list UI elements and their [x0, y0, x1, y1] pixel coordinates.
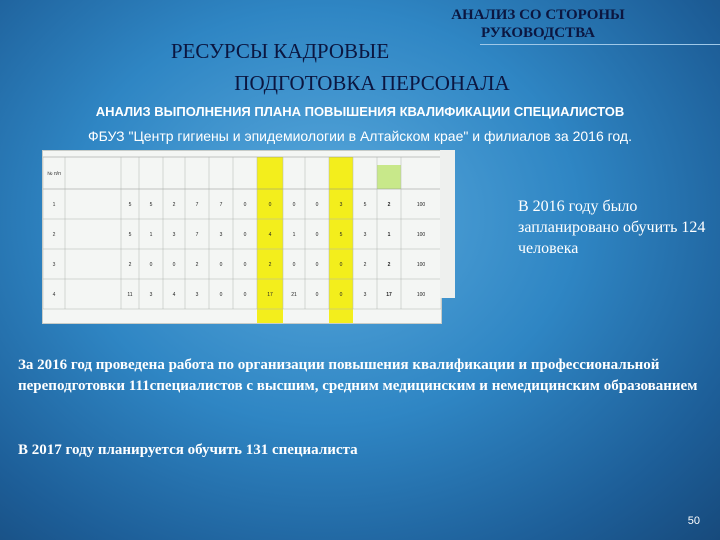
table-cell: 17 — [267, 292, 273, 298]
table-row-number: 4 — [52, 292, 56, 298]
table-cell: 21 — [291, 292, 297, 298]
table-cell: 3 — [363, 292, 367, 298]
table-cell: 11 — [127, 292, 133, 298]
table-cell: 0 — [149, 262, 153, 268]
table-cell: 0 — [315, 232, 319, 238]
table-cell: 0 — [292, 202, 296, 208]
table-cell: 3 — [339, 202, 343, 208]
table-cell: 2 — [195, 262, 199, 268]
table-cell: 0 — [243, 202, 247, 208]
table-cell: 5 — [339, 232, 343, 238]
table-cell: 100 — [416, 202, 426, 208]
table-cell: 5 — [128, 232, 132, 238]
table-cell: 100 — [416, 262, 426, 268]
table-cell: 100 — [416, 232, 426, 238]
table-cell: 4 — [172, 292, 176, 298]
table-row-number: 1 — [52, 202, 56, 208]
table-highlight-column — [329, 157, 353, 323]
table-cell: 7 — [219, 202, 223, 208]
table-cell: 2 — [268, 262, 272, 268]
corner-title — [418, 6, 658, 42]
table-cell: 5 — [128, 202, 132, 208]
qualification-table-image — [42, 150, 442, 324]
table-cell: 0 — [219, 262, 223, 268]
table-cell: 3 — [219, 232, 223, 238]
table-cell: 3 — [149, 292, 153, 298]
table-cell: 100 — [416, 292, 426, 298]
table-cell: 0 — [243, 232, 247, 238]
corner-title-line2: РУКОВОДСТВА — [481, 25, 595, 41]
table-cell: 2 — [387, 262, 391, 268]
table-cell: 4 — [268, 232, 272, 238]
page-subtitle: ПОДГОТОВКА ПЕРСОНАЛА — [234, 71, 510, 95]
table-cell: 0 — [243, 262, 247, 268]
corner-title-line1: АНАЛИЗ СО СТОРОНЫ — [451, 7, 625, 23]
table-cell: 2 — [387, 202, 391, 208]
table-cell: 0 — [268, 202, 272, 208]
table-cell: 1 — [387, 232, 391, 238]
table-row-number: 2 — [52, 232, 56, 238]
table-row-number: 3 — [52, 262, 56, 268]
table-cell: 2 — [363, 262, 367, 268]
table-header-green — [377, 165, 401, 189]
table-cell: 1 — [149, 232, 153, 238]
table-cell: 0 — [315, 262, 319, 268]
table-cell: 5 — [149, 202, 153, 208]
plan-note: В 2016 году было запланировано обучить 124 человека — [518, 198, 706, 257]
table-cell: 5 — [363, 202, 367, 208]
table-cell: 0 — [339, 262, 343, 268]
table-subheading: ФБУЗ "Центр гигиены и эпидемиологии в Алтайском крае" и филиалов за 2016 год. — [88, 128, 632, 144]
table-cell: 2 — [172, 202, 176, 208]
side-strip — [440, 150, 455, 298]
table-cell: 1 — [292, 232, 296, 238]
table-cell: 0 — [315, 292, 319, 298]
table-cell: 7 — [195, 232, 199, 238]
table-cell: 7 — [195, 202, 199, 208]
qualification-table — [43, 151, 441, 323]
page-number: 50 — [687, 515, 700, 527]
table-cell: 0 — [219, 292, 223, 298]
table-cell: 0 — [172, 262, 176, 268]
table-cell: 17 — [386, 292, 392, 298]
table-highlight-column — [257, 157, 283, 323]
table-col-num: № п/п — [47, 171, 61, 177]
table-cell: 0 — [315, 202, 319, 208]
table-cell: 3 — [172, 232, 176, 238]
table-cell: 2 — [128, 262, 132, 268]
table-cell: 0 — [243, 292, 247, 298]
table-heading: АНАЛИЗ ВЫПОЛНЕНИЯ ПЛАНА ПОВЫШЕНИЯ КВАЛИФИКАЦИИ СПЕЦИАЛИСТОВ — [95, 104, 625, 119]
table-cell: 0 — [339, 292, 343, 298]
summary-paragraph: За 2016 год проведена работа по организации повышения квалификации и профессиональной переподготовки 111специалистов с высшим, средним медицинским и немедицинским образованием — [18, 357, 698, 394]
plan-paragraph: В 2017 году планируется обучить 131 специалиста — [18, 442, 358, 458]
table-cell: 3 — [195, 292, 199, 298]
table-cell: 3 — [363, 232, 367, 238]
table-cell: 0 — [292, 262, 296, 268]
page-title: РЕСУРСЫ КАДРОВЫЕ — [170, 39, 390, 63]
